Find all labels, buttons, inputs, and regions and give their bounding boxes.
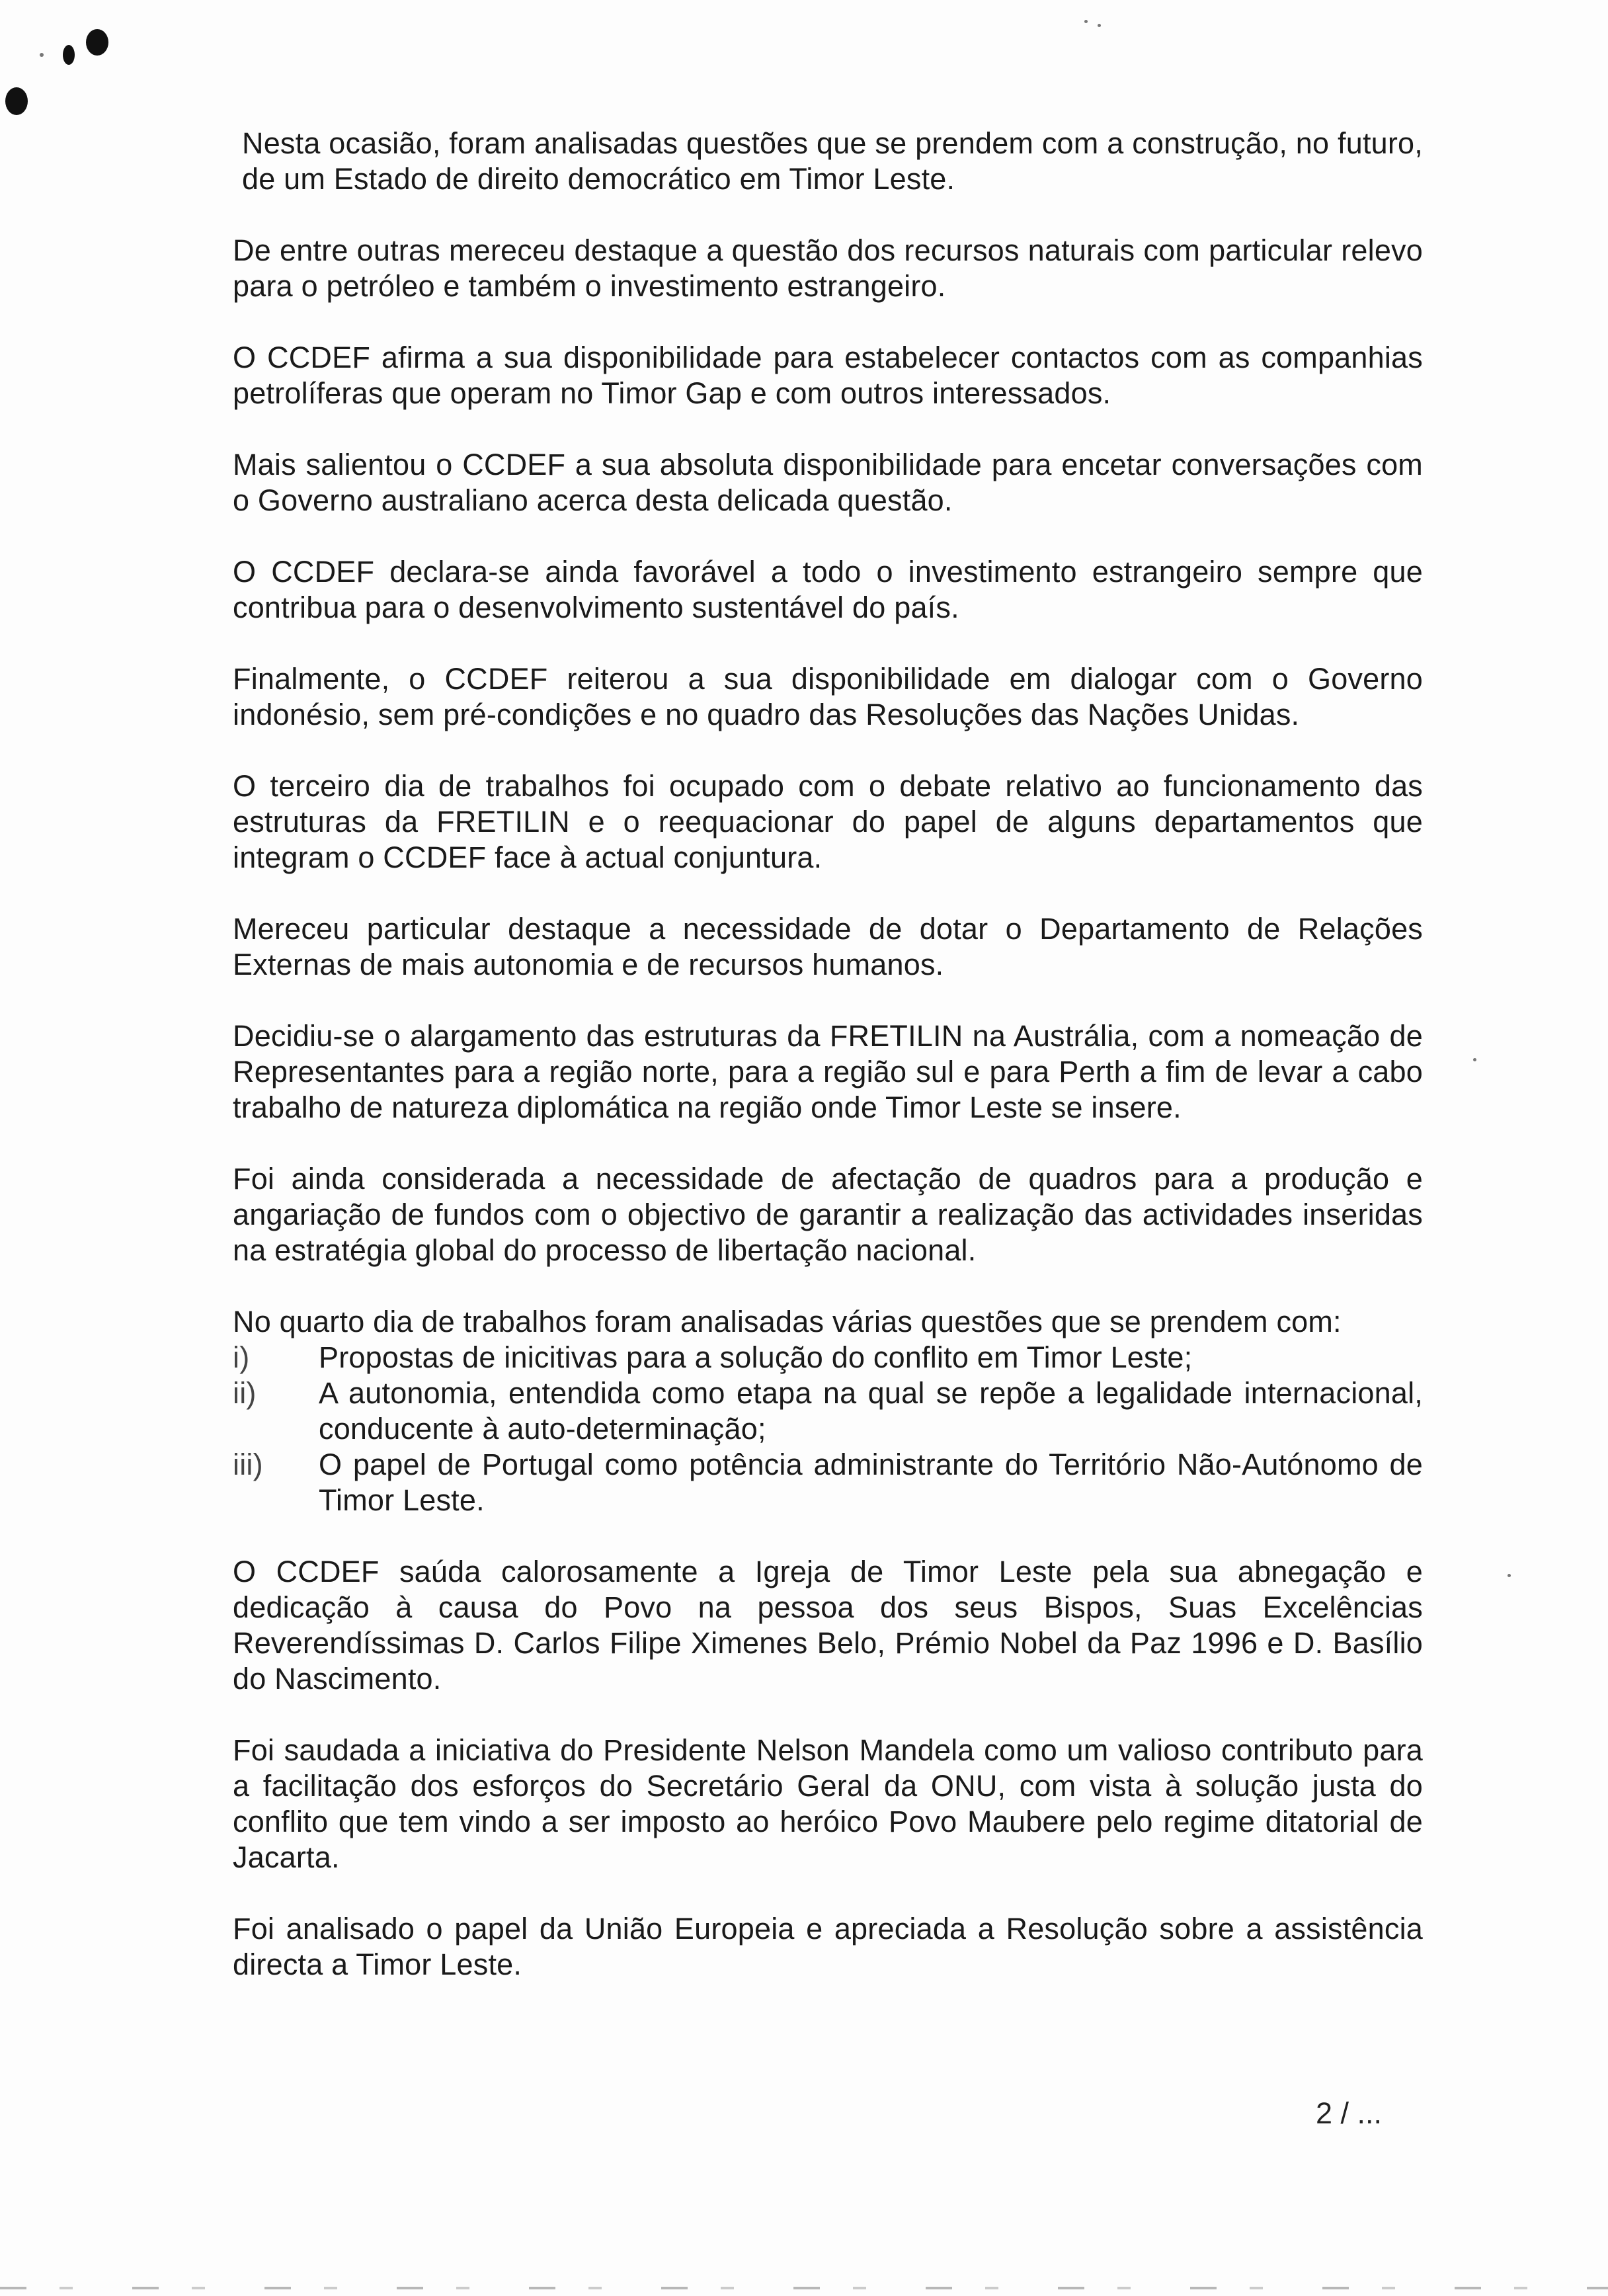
page-number: 2 / ... [1316, 2096, 1383, 2130]
list-item [233, 1375, 1423, 1447]
paragraph: Mereceu particular destaque a necessidade de dotar o Departamento de Relações Externas de mais autonomia e de recursos humanos. [233, 912, 1423, 981]
scan-speck [1098, 24, 1101, 27]
list-item-text: O papel de Portugal como potência administrante do Território Não-Autónomo de Timor Leste. [319, 1448, 1423, 1517]
paragraph: Foi saudada a iniciativa do Presidente Nelson Mandela como um valioso contributo para a facilitação dos esforços do Secretário Geral da ONU, com vista à solução justa do conflito que tem vindo a ser imposto ao heróico Povo Maubere pelo regime ditatorial de Jacarta. [233, 1733, 1423, 1874]
paragraph: Decidiu-se o alargamento das estruturas da FRETILIN na Austrália, com a nomeação de Representantes para a região norte, para a região sul e para Perth a fim de levar a cabo trabalho de natureza diplomática na região onde Timor Leste se insere. [233, 1019, 1423, 1124]
list-item [233, 1340, 1423, 1375]
list-intro: No quarto dia de trabalhos foram analisadas várias questões que se prendem com: [233, 1305, 1342, 1338]
list-marker: iii) [233, 1448, 263, 1481]
list-marker: ii) [233, 1376, 257, 1410]
paragraph: O CCDEF afirma a sua disponibilidade para estabelecer contactos com as companhias petrolíferas que operam no Timor Gap e com outros interessados. [233, 341, 1423, 410]
punch-hole-mark [5, 87, 28, 115]
list-item-text: A autonomia, entendida como etapa na qual se repõe a legalidade internacional, conducente à auto-determinação; [319, 1376, 1423, 1446]
paragraph: Nesta ocasião, foram analisadas questões que se prendem com a construção, no futuro, de um Estado de direito democrático em Timor Leste. [242, 126, 1423, 196]
list-item-text: Propostas de inicitivas para a solução do conflito em Timor Leste; [319, 1340, 1193, 1374]
list-item [233, 1447, 1423, 1518]
punch-hole-mark [86, 29, 108, 56]
scan-speck [40, 53, 44, 57]
paragraph: Foi analisado o papel da União Europeia e apreciada a Resolução sobre a assistência directa a Timor Leste. [233, 1912, 1423, 1981]
paragraph: Mais salientou o CCDEF a sua absoluta disponibilidade para encetar conversações com o Governo australiano acerca desta delicada questão. [233, 448, 1423, 517]
paragraph: De entre outras mereceu destaque a questão dos recursos naturais com particular relevo para o petróleo e também o investimento estrangeiro. [233, 233, 1423, 303]
paragraph: O terceiro dia de trabalhos foi ocupado com o debate relativo ao funcionamento das estruturas da FRETILIN e o reequacionar do papel de alguns departamentos que integram o CCDEF face à actual conjuntura. [233, 769, 1423, 874]
document-body [233, 126, 1423, 2018]
list-marker: i) [233, 1340, 250, 1374]
paragraph: Finalmente, o CCDEF reiterou a sua disponibilidade em dialogar com o Governo indonésio, sem pré-condições e no quadro das Resoluções das Nações Unidas. [233, 662, 1423, 731]
scan-speck [1508, 1574, 1511, 1577]
paragraph: Foi ainda considerada a necessidade de afectação de quadros para a produção e angariação de fundos com o objectivo de garantir a realização das actividades inseridas na estratégia global do processo de libertação nacional. [233, 1162, 1423, 1267]
scan-edge-line [0, 2287, 1608, 2289]
paragraph: O CCDEF declara-se ainda favorável a todo o investimento estrangeiro sempre que contribua para o desenvolvimento sustentável do país. [233, 555, 1423, 624]
punch-hole-mark [63, 45, 75, 65]
paragraph: O CCDEF saúda calorosamente a Igreja de Timor Leste pela sua abnegação e dedicação à causa do Povo na pessoa dos seus Bispos, Suas Excelências Reverendíssimas D. Carlos Filipe Ximenes Belo, Prémio Nobel da Paz 1996 e D. Basílio do Nascimento. [233, 1555, 1423, 1696]
numbered-list [233, 1340, 1423, 1518]
scan-speck [1084, 20, 1088, 23]
scan-speck [1473, 1058, 1476, 1061]
